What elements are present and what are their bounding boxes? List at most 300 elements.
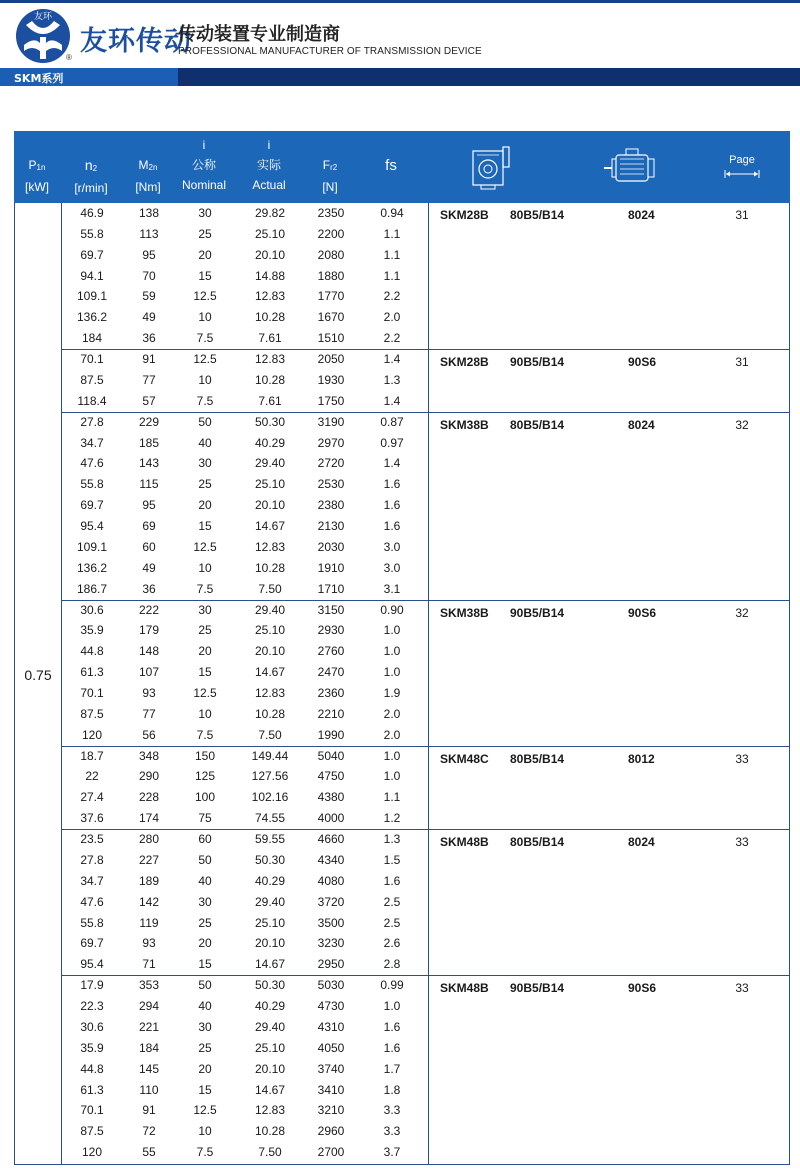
page-cell: 32 <box>735 605 749 620</box>
torque-cell: 57 <box>142 393 156 408</box>
page-cell: 31 <box>735 208 749 222</box>
ratio-nominal-cell: 20 <box>198 936 212 951</box>
service-factor-cell: 0.99 <box>380 978 404 993</box>
service-factor-cell: 2.0 <box>383 310 401 325</box>
radial-force-cell: 3740 <box>317 1061 345 1076</box>
col-torque: $M_{2n}$ [Nm] <box>135 158 161 194</box>
table-row <box>62 453 428 474</box>
ratio-nominal-cell: 50 <box>198 414 212 429</box>
radial-force-cell: 3210 <box>317 1103 345 1118</box>
speed-cell: 44.8 <box>80 1061 104 1076</box>
torque-cell: 77 <box>142 372 156 387</box>
speed-cell: 70.1 <box>80 352 104 367</box>
table-row <box>62 307 428 328</box>
radial-force-cell: 2720 <box>317 456 345 471</box>
torque-cell: 228 <box>138 790 160 805</box>
torque-cell: 227 <box>138 852 160 867</box>
radial-force-cell: 1750 <box>317 393 345 408</box>
ratio-nominal-cell: 15 <box>198 519 212 534</box>
table-row <box>62 370 428 391</box>
radial-force-cell: 2930 <box>317 623 345 638</box>
flange-cell: 80B5/B14 <box>510 208 565 222</box>
model-cell: SKM48B <box>440 835 489 850</box>
radial-force-cell: 1990 <box>317 727 345 742</box>
ratio-actual-cell: 20.10 <box>254 247 286 262</box>
radial-force-cell: 2200 <box>317 226 345 241</box>
table-row <box>62 641 428 662</box>
ratio-nominal-cell: 10 <box>198 372 212 387</box>
ratio-nominal-cell: 30 <box>198 602 212 617</box>
table-row <box>62 1080 428 1101</box>
ratio-nominal-cell: 10 <box>198 560 212 575</box>
torque-cell: 145 <box>138 1061 160 1076</box>
model-cell: SKM38B <box>440 605 489 620</box>
ratio-actual-cell: 40.29 <box>254 435 286 450</box>
service-factor-cell: 2.0 <box>383 706 401 721</box>
slogan-english: PROFESSIONAL MANUFACTURER OF TRANSMISSION DEVICE <box>178 46 482 57</box>
service-factor-cell: 2.2 <box>383 331 401 346</box>
radial-force-cell: 4000 <box>317 811 345 826</box>
ratio-actual-cell: 7.61 <box>258 393 282 408</box>
ratio-actual-cell: 20.10 <box>254 498 286 513</box>
radial-force-cell: 3150 <box>317 602 345 617</box>
speed-cell: 17.9 <box>80 978 104 993</box>
speed-cell: 95.4 <box>80 957 104 972</box>
service-factor-cell: 1.3 <box>383 372 401 387</box>
company-logo-icon <box>14 7 72 65</box>
torque-cell: 138 <box>138 206 160 220</box>
ratio-actual-cell: 149.44 <box>251 748 289 763</box>
ratio-nominal-cell: 12.5 <box>193 685 217 700</box>
table-row <box>62 996 428 1017</box>
radial-force-cell: 2350 <box>317 206 345 220</box>
ratio-actual-cell: 40.29 <box>254 999 286 1014</box>
flange-cell: 80B5/B14 <box>510 751 565 766</box>
motor-type-cell: 90S6 <box>628 981 657 996</box>
torque-cell: 142 <box>138 894 160 909</box>
service-factor-cell: 1.0 <box>383 999 401 1014</box>
torque-cell: 290 <box>138 769 160 784</box>
torque-cell: 189 <box>138 873 160 888</box>
torque-cell: 95 <box>142 247 156 262</box>
slogan-chinese: 传动装置专业制造商 <box>178 24 340 45</box>
ratio-actual-cell: 7.50 <box>258 727 282 742</box>
table-row <box>62 1142 428 1163</box>
torque-cell: 119 <box>139 915 159 930</box>
service-factor-cell: 0.97 <box>380 435 404 450</box>
speed-cell: 120 <box>81 1145 103 1160</box>
page-cell: 33 <box>735 835 749 850</box>
table-row <box>62 808 428 829</box>
torque-cell: 49 <box>142 310 156 325</box>
torque-cell: 69 <box>142 519 156 534</box>
radial-force-cell: 5030 <box>317 978 345 993</box>
service-factor-cell: 2.2 <box>383 289 401 304</box>
service-factor-cell: 1.4 <box>383 393 401 408</box>
service-factor-cell: 1.6 <box>383 1019 401 1034</box>
ratio-actual-cell: 14.67 <box>254 665 286 680</box>
table-row <box>62 704 428 725</box>
service-factor-cell: 1.2 <box>383 811 401 826</box>
radial-force-cell: 3230 <box>317 936 345 951</box>
service-factor-cell: 1.1 <box>383 790 401 805</box>
table-row <box>62 537 428 558</box>
radial-force-cell: 4340 <box>317 852 345 867</box>
table-row <box>62 871 428 892</box>
service-factor-cell: 3.0 <box>383 539 401 554</box>
ratio-nominal-cell: 12.5 <box>193 1103 217 1118</box>
motor-type-cell: 8024 <box>628 417 655 432</box>
service-factor-cell: 1.6 <box>383 477 401 492</box>
service-factor-cell: 0.94 <box>380 206 404 220</box>
speed-cell: 69.7 <box>80 498 104 513</box>
ratio-actual-cell: 40.29 <box>254 873 286 888</box>
ratio-actual-cell: 12.83 <box>254 1103 286 1118</box>
ratio-actual-cell: 102.16 <box>251 790 289 805</box>
radial-force-cell: 2960 <box>317 1124 345 1139</box>
table-row <box>62 266 428 287</box>
ratio-nominal-cell: 12.5 <box>193 539 217 554</box>
torque-cell: 229 <box>138 414 160 429</box>
service-factor-cell: 1.6 <box>383 519 401 534</box>
speed-cell: 23.5 <box>80 832 104 847</box>
speed-cell: 55.8 <box>80 477 104 492</box>
speed-cell: 55.8 <box>80 226 104 241</box>
ratio-nominal-cell: 10 <box>198 310 212 325</box>
service-factor-cell: 1.7 <box>383 1061 401 1076</box>
radial-force-cell: 1930 <box>317 372 345 387</box>
page-cell: 33 <box>735 751 749 766</box>
ratio-actual-cell: 25.10 <box>254 477 286 492</box>
table-row <box>62 933 428 954</box>
radial-force-cell: 2210 <box>317 706 345 721</box>
speed-cell: 87.5 <box>80 372 104 387</box>
service-factor-cell: 2.8 <box>383 957 401 972</box>
series-label: SKM系列 <box>14 72 64 85</box>
ratio-actual-cell: 10.28 <box>254 560 286 575</box>
radial-force-cell: 4660 <box>317 832 345 847</box>
ratio-nominal-cell: 50 <box>198 978 212 993</box>
speed-cell: 61.3 <box>80 665 104 680</box>
torque-cell: 294 <box>138 999 160 1014</box>
speed-cell: 37.6 <box>80 811 104 826</box>
service-factor-cell: 3.7 <box>383 1145 401 1160</box>
flange-cell: 90B5/B14 <box>510 605 565 620</box>
ratio-nominal-cell: 25 <box>198 226 212 241</box>
page-header <box>0 3 800 67</box>
ratio-nominal-cell: 25 <box>198 477 212 492</box>
motor-icon <box>602 147 658 187</box>
speed-cell: 136.2 <box>76 310 108 325</box>
ratio-actual-cell: 10.28 <box>254 706 286 721</box>
radial-force-cell: 3190 <box>317 414 345 429</box>
col-ratio-nominal: i 公称 Nominal <box>181 138 226 192</box>
table-row <box>62 412 428 433</box>
motor-group <box>62 412 789 600</box>
radial-force-cell: 2470 <box>317 665 345 680</box>
ratio-nominal-cell: 7.5 <box>196 727 214 742</box>
ratio-nominal-cell: 150 <box>194 748 216 763</box>
table-row <box>62 579 428 600</box>
ratio-actual-cell: 20.10 <box>254 1061 286 1076</box>
radial-force-cell: 1770 <box>317 289 345 304</box>
speed-cell: 22 <box>85 769 99 784</box>
radial-force-cell: 3720 <box>317 894 345 909</box>
flange-cell: 90B5/B14 <box>510 355 565 370</box>
radial-force-cell: 2530 <box>317 477 345 492</box>
ratio-nominal-cell: 40 <box>198 999 212 1014</box>
model-cell: SKM28B <box>440 355 489 370</box>
ratio-nominal-cell: 15 <box>198 268 212 283</box>
ratio-actual-cell: 25.10 <box>254 623 286 638</box>
ratio-nominal-cell: 7.5 <box>196 393 214 408</box>
service-factor-cell: 1.0 <box>383 644 401 659</box>
torque-cell: 55 <box>142 1145 156 1160</box>
torque-cell: 70 <box>142 268 156 283</box>
service-factor-cell: 0.90 <box>380 602 404 617</box>
speed-cell: 120 <box>81 727 103 742</box>
radial-force-cell: 2380 <box>317 498 345 513</box>
torque-cell: 179 <box>138 623 160 638</box>
ratio-nominal-cell: 40 <box>198 435 212 450</box>
radial-force-cell: 1510 <box>317 331 345 346</box>
table-row <box>62 600 428 621</box>
table-row <box>62 725 428 746</box>
table-row <box>62 746 428 767</box>
torque-cell: 115 <box>139 477 159 492</box>
page-cell: 32 <box>735 417 749 432</box>
torque-cell: 113 <box>139 226 159 241</box>
torque-cell: 95 <box>142 498 156 513</box>
service-factor-cell: 1.0 <box>383 748 401 763</box>
table-row <box>62 286 428 307</box>
ratio-actual-cell: 29.82 <box>254 206 286 220</box>
service-factor-cell: 1.3 <box>383 832 401 847</box>
table-row <box>62 495 428 516</box>
speed-cell: 27.8 <box>80 414 104 429</box>
service-factor-cell: 2.5 <box>383 894 401 909</box>
radial-force-cell: 1710 <box>317 581 345 596</box>
ratio-actual-cell: 12.83 <box>254 289 286 304</box>
table-row <box>62 766 428 787</box>
motor-group <box>62 829 789 975</box>
torque-cell: 59 <box>142 289 156 304</box>
speed-cell: 44.8 <box>80 644 104 659</box>
torque-cell: 93 <box>142 936 156 951</box>
table-row <box>62 349 428 370</box>
ratio-nominal-cell: 15 <box>198 1082 212 1097</box>
ratio-nominal-cell: 75 <box>198 811 212 826</box>
speed-cell: 34.7 <box>80 435 104 450</box>
service-factor-cell: 1.1 <box>383 247 401 262</box>
torque-cell: 71 <box>142 957 156 972</box>
radial-force-cell: 2360 <box>317 685 345 700</box>
table-row <box>62 328 428 349</box>
page-cell: 33 <box>735 981 749 996</box>
table-row <box>62 245 428 266</box>
speed-cell: 70.1 <box>80 1103 104 1118</box>
ratio-nominal-cell: 30 <box>198 206 212 220</box>
radial-force-cell: 2050 <box>317 352 345 367</box>
ratio-actual-cell: 29.40 <box>254 602 286 617</box>
speed-cell: 118.4 <box>77 393 107 408</box>
page-cell: 31 <box>735 355 749 370</box>
motor-group <box>62 746 789 829</box>
radial-force-cell: 2030 <box>317 539 345 554</box>
ratio-actual-cell: 74.55 <box>254 811 286 826</box>
motor-group <box>62 975 789 1163</box>
speed-cell: 35.9 <box>80 1040 104 1055</box>
radial-force-cell: 2950 <box>317 957 345 972</box>
ratio-actual-cell: 50.30 <box>254 414 286 429</box>
speed-cell: 46.9 <box>80 206 104 220</box>
service-factor-cell: 1.6 <box>383 1040 401 1055</box>
radial-force-cell: 2760 <box>317 644 345 659</box>
ratio-actual-cell: 14.67 <box>254 957 286 972</box>
torque-cell: 36 <box>142 581 156 596</box>
ratio-actual-cell: 12.83 <box>254 539 286 554</box>
torque-cell: 60 <box>142 539 156 554</box>
radial-force-cell: 1670 <box>317 310 345 325</box>
ratio-actual-cell: 12.83 <box>254 352 286 367</box>
radial-force-cell: 5040 <box>317 748 345 763</box>
radial-force-cell: 2700 <box>317 1145 345 1160</box>
speed-cell: 70.1 <box>80 685 104 700</box>
ratio-actual-cell: 10.28 <box>254 1124 286 1139</box>
ratio-nominal-cell: 7.5 <box>196 581 214 596</box>
gear-reducer-icon <box>469 145 513 191</box>
ratio-actual-cell: 14.88 <box>254 268 286 283</box>
torque-cell: 107 <box>138 665 160 680</box>
service-factor-cell: 1.1 <box>383 226 401 241</box>
service-factor-cell: 1.6 <box>383 498 401 513</box>
ratio-nominal-cell: 15 <box>198 665 212 680</box>
speed-cell: 18.7 <box>80 748 104 763</box>
service-factor-cell: 1.4 <box>383 352 401 367</box>
table-row <box>62 850 428 871</box>
speed-cell: 47.6 <box>80 456 104 471</box>
motor-type-cell: 90S6 <box>628 355 657 370</box>
speed-cell: 109.1 <box>76 289 108 304</box>
torque-cell: 280 <box>138 832 160 847</box>
service-factor-cell: 2.0 <box>383 727 401 742</box>
speed-cell: 35.9 <box>80 623 104 638</box>
radial-force-cell: 4310 <box>317 1019 345 1034</box>
service-factor-cell: 3.0 <box>383 560 401 575</box>
data-table-body <box>14 203 790 1165</box>
radial-force-cell: 1880 <box>317 268 345 283</box>
ratio-nominal-cell: 20 <box>198 644 212 659</box>
speed-cell: 69.7 <box>80 247 104 262</box>
ratio-actual-cell: 25.10 <box>254 1040 286 1055</box>
table-row <box>62 620 428 641</box>
ratio-actual-cell: 25.10 <box>254 226 286 241</box>
ratio-nominal-cell: 10 <box>198 1124 212 1139</box>
radial-force-cell: 2970 <box>317 435 345 450</box>
table-row <box>62 1121 428 1142</box>
service-factor-cell: 1.0 <box>383 769 401 784</box>
torque-cell: 143 <box>138 456 160 471</box>
registered-mark: ® <box>66 53 72 62</box>
service-factor-cell: 1.0 <box>383 623 401 638</box>
table-row <box>62 954 428 975</box>
table-row <box>62 683 428 704</box>
ratio-actual-cell: 59.55 <box>254 832 286 847</box>
motor-group <box>62 203 789 349</box>
torque-cell: 174 <box>138 811 160 826</box>
speed-cell: 95.4 <box>80 519 104 534</box>
table-row <box>62 913 428 934</box>
ratio-actual-cell: 7.50 <box>258 1145 282 1160</box>
ratio-nominal-cell: 15 <box>198 957 212 972</box>
speed-cell: 136.2 <box>76 560 108 575</box>
ratio-nominal-cell: 100 <box>194 790 216 805</box>
ratio-actual-cell: 29.40 <box>254 456 286 471</box>
service-factor-cell: 3.3 <box>383 1124 401 1139</box>
table-row <box>62 662 428 683</box>
ratio-actual-cell: 50.30 <box>254 852 286 867</box>
motor-group <box>62 349 789 412</box>
torque-cell: 56 <box>142 727 156 742</box>
service-factor-cell: 1.5 <box>383 852 401 867</box>
table-row <box>62 1038 428 1059</box>
service-factor-cell: 2.6 <box>383 936 401 951</box>
motor-group <box>62 600 789 746</box>
ratio-nominal-cell: 30 <box>198 1019 212 1034</box>
page-arrow-icon <box>724 169 760 179</box>
ratio-actual-cell: 20.10 <box>254 936 286 951</box>
speed-cell: 27.8 <box>80 852 104 867</box>
radial-force-cell: 4750 <box>317 769 345 784</box>
ratio-actual-cell: 25.10 <box>254 915 286 930</box>
radial-force-cell: 2080 <box>317 247 345 262</box>
service-factor-cell: 1.0 <box>383 665 401 680</box>
flange-cell: 90B5/B14 <box>510 981 565 996</box>
ratio-actual-cell: 10.28 <box>254 310 286 325</box>
speed-cell: 30.6 <box>80 1019 104 1034</box>
table-row <box>62 391 428 412</box>
service-factor-cell: 2.5 <box>383 915 401 930</box>
ratio-nominal-cell: 12.5 <box>193 352 217 367</box>
brand-name: 友环传动 <box>80 26 192 57</box>
ratio-nominal-cell: 125 <box>194 769 216 784</box>
service-factor-cell: 1.6 <box>383 873 401 888</box>
ratio-actual-cell: 29.40 <box>254 894 286 909</box>
radial-force-cell: 4380 <box>317 790 345 805</box>
speed-cell: 184 <box>81 331 103 346</box>
col-ratio-actual: i 实际 Actual <box>252 138 286 192</box>
ratio-actual-cell: 29.40 <box>254 1019 286 1034</box>
service-factor-cell: 1.9 <box>383 685 401 700</box>
ratio-nominal-cell: 20 <box>198 247 212 262</box>
motor-type-cell: 8024 <box>628 835 655 850</box>
col-service-factor: fs <box>385 157 397 174</box>
ratio-actual-cell: 12.83 <box>254 685 286 700</box>
model-cell: SKM38B <box>440 417 489 432</box>
service-factor-cell: 3.1 <box>383 581 401 596</box>
model-cell: SKM48B <box>440 981 489 996</box>
col-page: Page <box>729 154 755 166</box>
service-factor-cell: 3.3 <box>383 1103 401 1118</box>
radial-force-cell: 4730 <box>317 999 345 1014</box>
radial-force-cell: 3500 <box>317 915 345 930</box>
torque-cell: 72 <box>142 1124 156 1139</box>
speed-cell: 109.1 <box>76 539 108 554</box>
torque-cell: 184 <box>138 1040 160 1055</box>
speed-cell: 30.6 <box>80 602 104 617</box>
speed-cell: 34.7 <box>80 873 104 888</box>
col-speed: $n_2$ [r/min] <box>74 157 108 195</box>
